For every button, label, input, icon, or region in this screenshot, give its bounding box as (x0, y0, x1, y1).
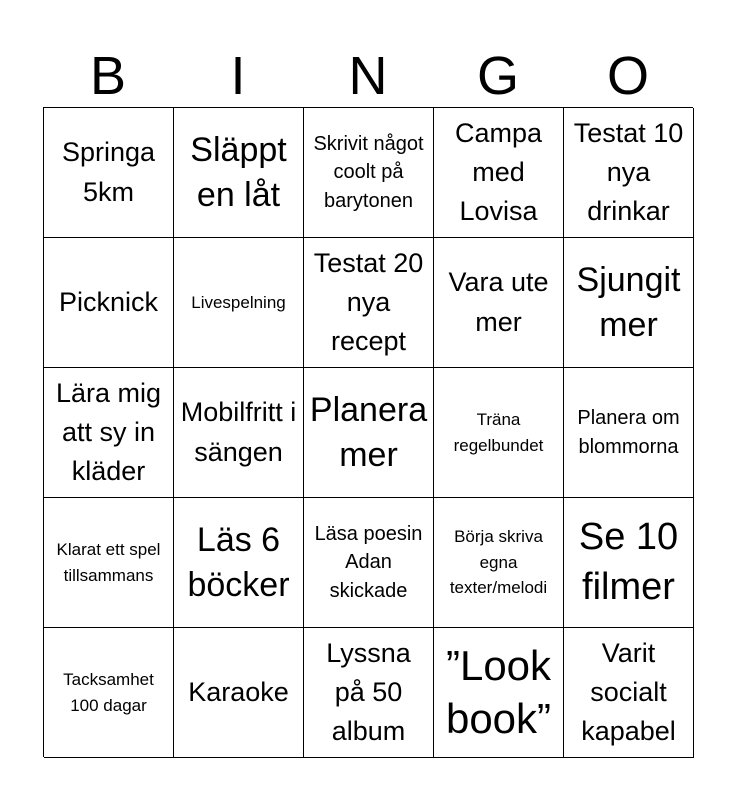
header-letter-i: I (230, 46, 246, 106)
bingo-cell[interactable]: Släppt en låt (174, 108, 304, 238)
bingo-cell[interactable]: Tacksamhet 100 dagar (44, 628, 174, 758)
bingo-cell[interactable]: Planera mer (304, 368, 434, 498)
bingo-cell[interactable]: Börja skriva egna texter/melodi (434, 498, 564, 628)
bingo-cell[interactable]: Livespelning (174, 238, 304, 368)
bingo-cell[interactable]: Campa med Lovisa (434, 108, 564, 238)
header-letter-n: N (348, 46, 388, 106)
bingo-header (43, 40, 693, 108)
bingo-cell[interactable]: Vara ute mer (434, 238, 564, 368)
bingo-cell[interactable]: Karaoke (174, 628, 304, 758)
bingo-cell[interactable]: Picknick (44, 238, 174, 368)
bingo-cell[interactable]: Testat 20 nya recept (304, 238, 434, 368)
bingo-cell[interactable]: Varit socialt kapabel (564, 628, 694, 758)
bingo-cell[interactable]: Se 10 filmer (564, 498, 694, 628)
bingo-cell[interactable]: Lära mig att sy in kläder (44, 368, 174, 498)
bingo-cell[interactable]: Träna regelbundet (434, 368, 564, 498)
bingo-cell[interactable]: Skrivit något coolt på barytonen (304, 108, 434, 238)
bingo-cell[interactable]: Planera om blommorna (564, 368, 694, 498)
bingo-cell[interactable]: Testat 10 nya drinkar (564, 108, 694, 238)
bingo-board (43, 107, 693, 757)
header-letter-g: G (476, 46, 519, 106)
bingo-cell[interactable]: Springa 5km (44, 108, 174, 238)
bingo-cell[interactable]: Lyssna på 50 album (304, 628, 434, 758)
header-letter-b: B (89, 46, 127, 106)
bingo-cell[interactable]: Klarat ett spel tillsammans (44, 498, 174, 628)
header-letter-o: O (606, 46, 649, 106)
bingo-cell[interactable]: Mobilfritt i sängen (174, 368, 304, 498)
bingo-cell[interactable]: ”Look book” (434, 628, 564, 758)
bingo-cell[interactable]: Läs 6 böcker (174, 498, 304, 628)
bingo-cell[interactable]: Sjungit mer (564, 238, 694, 368)
bingo-cell[interactable]: Läsa poesin Adan skickade (304, 498, 434, 628)
